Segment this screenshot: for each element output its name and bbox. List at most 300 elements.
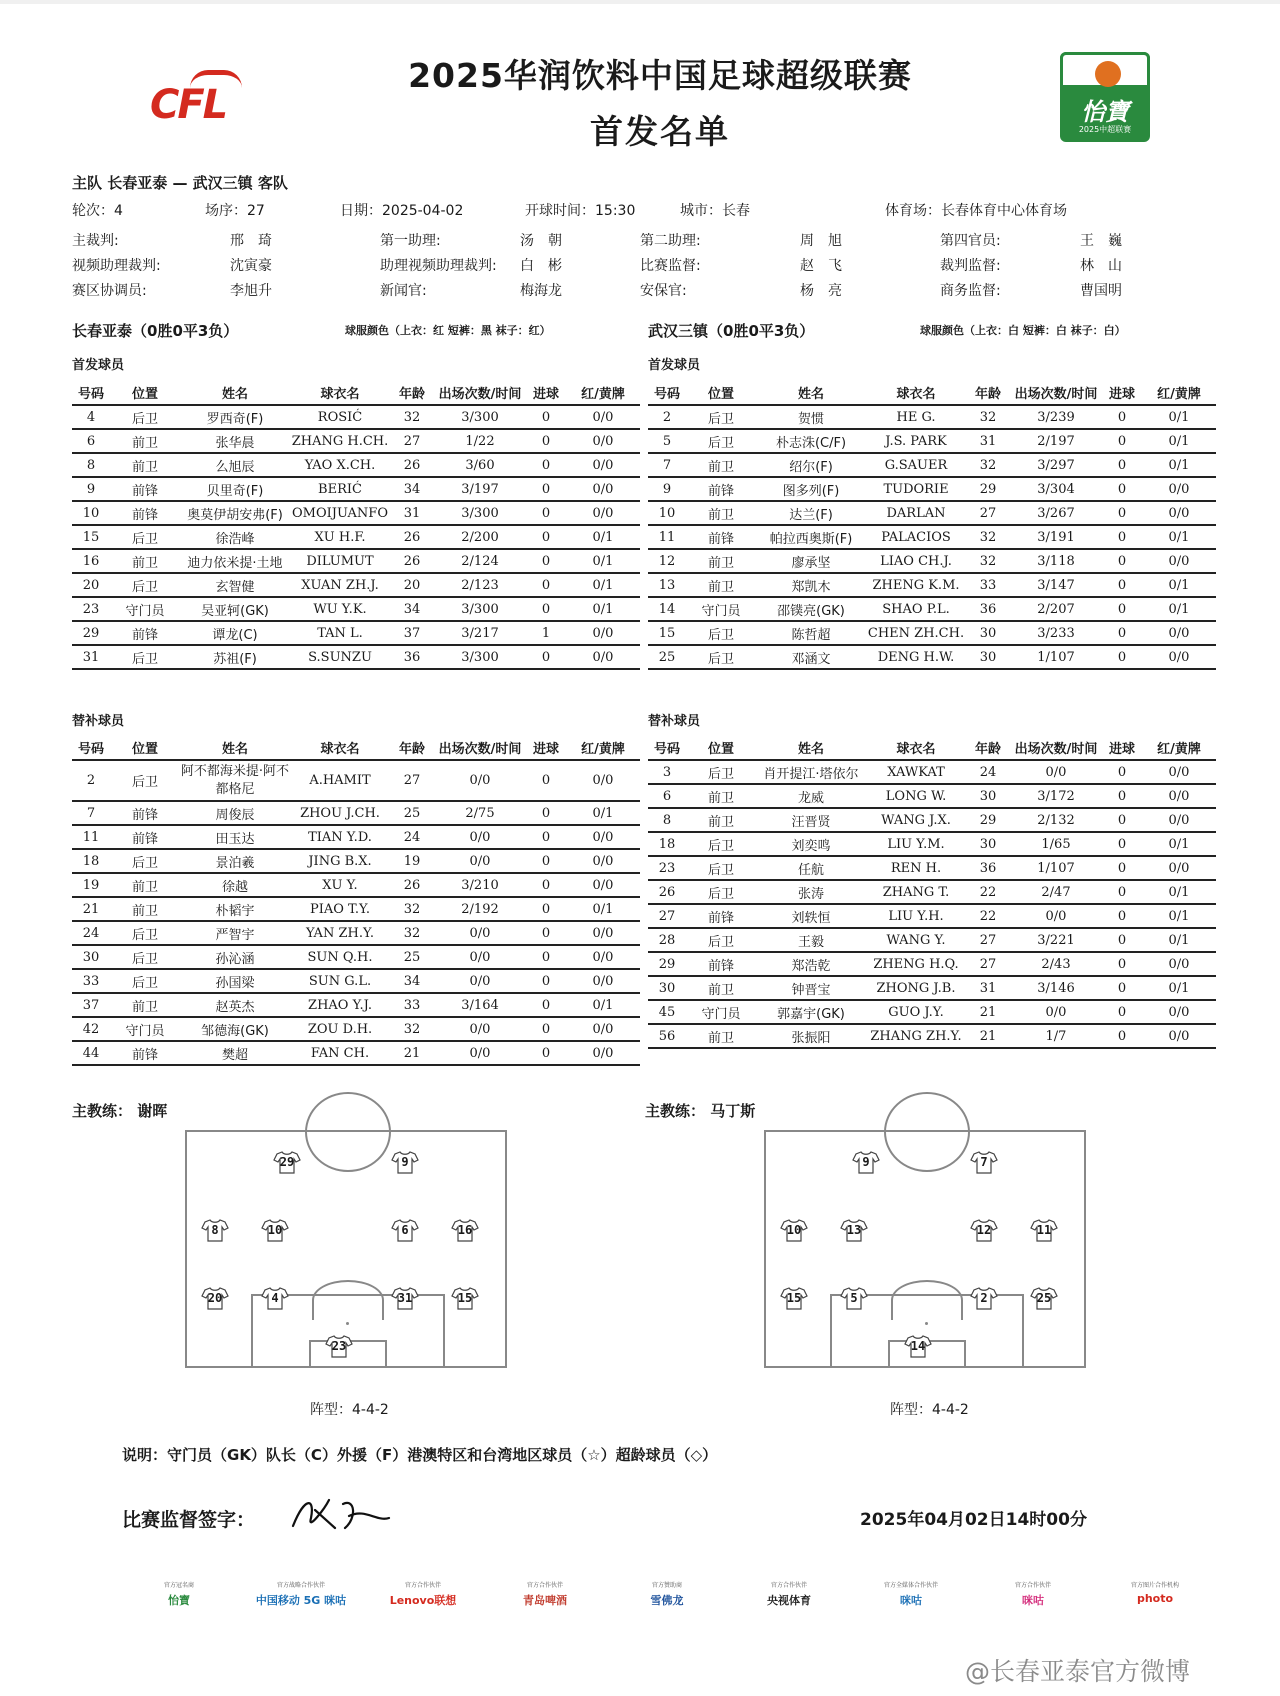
cell-appearances: 0/0 [1010,1000,1102,1024]
cell-name: 严智宇 [180,921,290,945]
column-header: 姓名 [180,380,290,405]
away-subs-table [648,735,1216,1049]
cell-appearances: 3/147 [1010,573,1102,597]
home-coach: 主教练： 谢晖 [72,1102,168,1120]
column-header: 球衣名 [290,735,390,760]
cell-goals: 0 [526,1017,566,1041]
cell-shirt-name: SHAO P.L. [866,597,966,621]
cell-number: 29 [648,952,686,976]
cell-goals: 0 [526,945,566,969]
cell-cards: 0/1 [1142,904,1216,928]
sponsor-caption: 官方合作伙伴 [526,1582,563,1589]
cell-position: 前锋 [110,621,180,645]
cell-goals: 0 [1102,573,1142,597]
sponsor-strip [120,1580,1230,1640]
cell-appearances: 3/300 [434,645,526,669]
cell-shirt-name: LIU Y.H. [866,904,966,928]
shirt-number: 10 [267,1223,283,1237]
cell-goals: 0 [526,760,566,801]
shirt-number: 20 [207,1291,223,1305]
cell-position: 后卫 [686,760,756,784]
cell-number: 11 [72,825,110,849]
match-city: 城市：长春 [680,203,750,219]
cell-name: 绍尔(F) [756,453,866,477]
cell-goals: 0 [526,1041,566,1065]
cell-position: 后卫 [110,921,180,945]
cell-appearances: 1/22 [434,429,526,453]
official-name: 赵 飞 [800,258,842,274]
cell-goals: 0 [526,969,566,993]
cell-cards: 0/0 [1142,856,1216,880]
cell-goals: 0 [526,921,566,945]
cell-cards: 0/0 [566,825,640,849]
cell-age: 36 [966,597,1010,621]
cell-shirt-name: REN H. [866,856,966,880]
shirt-number: 9 [862,1155,870,1169]
cell-shirt-name: DENG H.W. [866,645,966,669]
sponsor-name: 怡寶 [168,1594,190,1607]
cell-appearances: 0/0 [434,1041,526,1065]
cell-position: 前锋 [110,801,180,825]
official-name: 曹国明 [1080,283,1122,299]
cell-cards: 0/0 [566,921,640,945]
cell-number: 15 [72,525,110,549]
cell-position: 前卫 [110,873,180,897]
player-shirt-icon [780,1218,808,1242]
home-formation-pitch [185,1130,507,1368]
cell-cards: 0/0 [566,621,640,645]
cell-appearances: 0/0 [434,760,526,801]
sponsor-caption: 官方全媒体合作伙伴 [883,1582,938,1589]
cell-cards: 0/1 [1142,525,1216,549]
shirt-number: 7 [980,1155,988,1169]
sponsor-caption: 官方战略合作伙伴 [276,1582,325,1589]
cell-number: 14 [648,597,686,621]
cell-age: 32 [966,525,1010,549]
cell-number: 7 [648,453,686,477]
cell-number: 5 [648,429,686,453]
table-row [72,873,640,897]
cell-shirt-name: XAWKAT [866,760,966,784]
table-row [648,832,1216,856]
table-row [72,1041,640,1065]
cell-age: 32 [390,405,434,429]
cell-goals: 0 [1102,856,1142,880]
official-name: 汤 朝 [520,233,562,249]
column-header: 号码 [72,735,110,760]
shirt-number: 5 [850,1291,858,1305]
table-row [72,1017,640,1041]
cell-appearances: 3/60 [434,453,526,477]
cell-cards: 0/0 [1142,784,1216,808]
cell-number: 20 [72,573,110,597]
cell-position: 前卫 [686,1024,756,1048]
cell-cards: 0/0 [566,945,640,969]
cell-appearances: 0/0 [434,1017,526,1041]
cell-goals: 0 [1102,477,1142,501]
cell-age: 31 [390,501,434,525]
column-header: 年龄 [966,380,1010,405]
table-header-row [72,735,640,760]
player-shirt-icon [1030,1218,1058,1242]
cell-shirt-name: ZHAO Y.J. [290,993,390,1017]
cell-cards: 0/1 [566,801,640,825]
cell-shirt-name: YAO X.CH. [290,453,390,477]
cell-position: 前卫 [110,897,180,921]
cell-cards: 0/1 [1142,928,1216,952]
cell-goals: 0 [1102,621,1142,645]
player-shirt-icon [325,1334,353,1358]
cell-age: 24 [390,825,434,849]
table-row [648,928,1216,952]
home-kit-colors: 球服颜色（上衣：红 短裤：黑 袜子：红） [345,324,551,337]
cell-name: 朴志洙(C/F) [756,429,866,453]
cell-name: 邵镤亮(GK) [756,597,866,621]
cell-age: 20 [390,573,434,597]
table-row [648,904,1216,928]
sponsor-logo [1096,1580,1214,1605]
cell-name: 玄智健 [180,573,290,597]
cell-name: 刘奕鸣 [756,832,866,856]
table-row [648,405,1216,429]
sponsor-caption: 官方冠名商 [163,1582,194,1589]
table-row [72,945,640,969]
cell-appearances: 3/304 [1010,477,1102,501]
cell-number: 42 [72,1017,110,1041]
cell-appearances: 3/300 [434,501,526,525]
shirt-number: 31 [397,1291,413,1305]
table-row [72,921,640,945]
home-subs-table [72,735,640,1066]
column-header: 位置 [110,380,180,405]
cell-cards: 0/0 [566,645,640,669]
column-header: 姓名 [180,735,290,760]
table-row [648,1000,1216,1024]
cell-shirt-name: ROSIĆ [290,405,390,429]
weibo-watermark: @长春亚泰官方微博 [965,1657,1191,1686]
cell-shirt-name: DARLAN [866,501,966,525]
table-row [72,405,640,429]
home-starters-label: 首发球员 [72,358,125,373]
cell-position: 前卫 [110,453,180,477]
cell-name: 邹德海(GK) [180,1017,290,1041]
column-header: 进球 [526,735,566,760]
official-role-label: 第四官员: [940,233,1001,249]
cell-shirt-name: XU Y. [290,873,390,897]
cell-cards: 0/0 [1142,549,1216,573]
cell-goals: 0 [526,597,566,621]
cell-age: 33 [966,573,1010,597]
cell-age: 30 [966,784,1010,808]
cell-name: 苏祖(F) [180,645,290,669]
table-row [72,801,640,825]
cell-number: 10 [72,501,110,525]
cell-position: 守门员 [686,1000,756,1024]
cell-age: 37 [390,621,434,645]
table-row [648,784,1216,808]
away-formation-label: 阵型：4-4-2 [890,1402,969,1418]
table-row [72,429,640,453]
cell-name: 孙沁涵 [180,945,290,969]
cell-number: 8 [72,453,110,477]
column-header: 红/黄牌 [1142,735,1216,760]
cell-age: 25 [390,801,434,825]
cell-position: 前卫 [686,501,756,525]
cell-goals: 0 [1102,808,1142,832]
cell-appearances: 0/0 [1010,904,1102,928]
cell-goals: 1 [526,621,566,645]
cell-number: 12 [648,549,686,573]
csl-logo [1060,52,1150,142]
official-name: 李旭升 [230,283,272,299]
home-team-title: 长春亚泰（0胜0平3负） [72,322,239,340]
cell-number: 10 [648,501,686,525]
cell-cards: 0/1 [566,549,640,573]
cell-shirt-name: ZHENG H.Q. [866,952,966,976]
shirt-number: 11 [1036,1223,1052,1237]
cell-name: 达兰(F) [756,501,866,525]
cell-shirt-name: WANG Y. [866,928,966,952]
official-role-label: 第一助理: [380,233,441,249]
cell-appearances: 0/0 [1010,760,1102,784]
cell-goals: 0 [526,501,566,525]
cell-goals: 0 [526,993,566,1017]
cell-shirt-name: ZHANG H.CH. [290,429,390,453]
cell-position: 前卫 [686,808,756,832]
cell-appearances: 3/239 [1010,405,1102,429]
cell-number: 27 [648,904,686,928]
cell-position: 前锋 [110,1041,180,1065]
column-header: 年龄 [390,380,434,405]
shirt-number: 2 [980,1291,988,1305]
cell-name: 景泊羲 [180,849,290,873]
column-header: 出场次数/时间 [1010,735,1102,760]
cell-number: 18 [72,849,110,873]
cell-cards: 0/1 [566,897,640,921]
csl-ball-icon [1095,61,1121,87]
cell-number: 23 [648,856,686,880]
table-row [72,453,640,477]
cell-goals: 0 [1102,453,1142,477]
cell-appearances: 3/191 [1010,525,1102,549]
away-starters-table [648,380,1216,670]
cell-shirt-name: TAN L. [290,621,390,645]
cell-goals: 0 [526,801,566,825]
home-starters-table [72,380,640,670]
cell-age: 21 [966,1024,1010,1048]
cell-number: 2 [72,760,110,801]
cell-shirt-name: FAN CH. [290,1041,390,1065]
official-role-label: 比赛监督: [640,258,701,274]
cell-appearances: 2/207 [1010,597,1102,621]
cell-name: 郭嘉宇(GK) [756,1000,866,1024]
shirt-number: 9 [401,1155,409,1169]
column-header: 出场次数/时间 [1010,380,1102,405]
cell-age: 30 [966,621,1010,645]
table-row [648,952,1216,976]
cell-shirt-name: JING B.X. [290,849,390,873]
cell-goals: 0 [526,405,566,429]
away-subs-label: 替补球员 [648,714,701,729]
cell-appearances: 3/118 [1010,549,1102,573]
cell-position: 后卫 [110,945,180,969]
cell-goals: 0 [1102,429,1142,453]
official-name: 王 巍 [1080,233,1122,249]
cell-age: 32 [966,405,1010,429]
cell-shirt-name: WANG J.X. [866,808,966,832]
cell-goals: 0 [526,477,566,501]
cell-age: 26 [390,453,434,477]
table-row [648,453,1216,477]
cell-number: 8 [648,808,686,832]
table-row [648,856,1216,880]
teams-line: 主队 长春亚泰 — 武汉三镇 客队 [72,174,288,192]
cell-name: 肖开提江·塔依尔 [756,760,866,784]
sponsor-name: 咪咕 [900,1594,922,1607]
column-header: 出场次数/时间 [434,735,526,760]
cell-position: 前卫 [110,549,180,573]
shirt-number: 15 [457,1291,473,1305]
sponsor-logo [486,1580,604,1608]
cell-appearances: 3/300 [434,405,526,429]
column-header: 球衣名 [866,735,966,760]
table-row [72,501,640,525]
cell-number: 9 [648,477,686,501]
table-row [72,573,640,597]
cell-number: 3 [648,760,686,784]
cell-appearances: 1/65 [1010,832,1102,856]
table-row [72,849,640,873]
table-row [648,501,1216,525]
cell-goals: 0 [1102,405,1142,429]
page-subtitle: 首发名单 [590,112,730,151]
cell-cards: 0/1 [566,597,640,621]
cell-position: 前锋 [686,525,756,549]
cell-age: 22 [966,880,1010,904]
cell-shirt-name: TUDORIE [866,477,966,501]
cell-appearances: 3/267 [1010,501,1102,525]
column-header: 进球 [1102,380,1142,405]
cell-age: 21 [390,1041,434,1065]
cell-appearances: 2/132 [1010,808,1102,832]
cell-number: 9 [72,477,110,501]
cell-age: 34 [390,477,434,501]
cell-position: 前卫 [686,573,756,597]
match-seq: 场序：27 [205,203,265,219]
table-row [72,597,640,621]
cell-cards: 0/0 [1142,808,1216,832]
cell-number: 29 [72,621,110,645]
cell-cards: 0/1 [566,573,640,597]
cell-position: 后卫 [110,969,180,993]
csl-logo-top [1060,52,1150,88]
cell-number: 30 [648,976,686,1000]
table-row [648,573,1216,597]
cell-position: 后卫 [686,645,756,669]
cell-name: 刘轶恒 [756,904,866,928]
official-role-label: 裁判监督: [940,258,1001,274]
cell-cards: 0/0 [1142,645,1216,669]
cell-number: 18 [648,832,686,856]
cell-appearances: 3/197 [434,477,526,501]
player-shirt-icon [451,1286,479,1310]
player-shirt-icon [840,1218,868,1242]
shirt-number: 4 [271,1291,279,1305]
cell-name: 邓涵文 [756,645,866,669]
cell-age: 36 [966,856,1010,880]
cell-shirt-name: OMOIJUANFO [290,501,390,525]
sponsor-caption: 官方合作伙伴 [770,1582,807,1589]
cell-name: 田玉达 [180,825,290,849]
table-row [648,760,1216,784]
cell-goals: 0 [526,825,566,849]
cell-name: 罗西奇(F) [180,405,290,429]
cell-name: 陈哲超 [756,621,866,645]
cell-age: 21 [966,1000,1010,1024]
cell-cards: 0/0 [1142,1024,1216,1048]
cell-position: 守门员 [110,597,180,621]
cell-position: 后卫 [110,405,180,429]
cell-appearances: 3/217 [434,621,526,645]
sponsor-caption: 官方合作伙伴 [404,1582,441,1589]
match-round: 轮次：4 [72,203,123,219]
official-role-label: 新闻官: [380,283,427,299]
match-kickoff: 开球时间：15:30 [525,203,636,219]
cell-age: 27 [966,952,1010,976]
cell-number: 31 [72,645,110,669]
cell-shirt-name: YAN ZH.Y. [290,921,390,945]
cell-age: 36 [390,645,434,669]
cell-position: 后卫 [686,928,756,952]
cell-shirt-name: WU Y.K. [290,597,390,621]
cell-name: 奥莫伊胡安弗(F) [180,501,290,525]
cell-number: 7 [72,801,110,825]
cell-goals: 0 [1102,501,1142,525]
table-header-row [72,380,640,405]
official-role-label: 第二助理: [640,233,701,249]
cell-age: 19 [390,849,434,873]
match-date: 日期：2025-04-02 [340,203,464,219]
cell-position: 后卫 [110,645,180,669]
table-row [72,549,640,573]
cell-appearances: 2/123 [434,573,526,597]
cell-position: 前卫 [686,976,756,1000]
official-role-label: 赛区协调员: [72,283,147,299]
cell-shirt-name: LONG W. [866,784,966,808]
table-row [648,525,1216,549]
cell-position: 后卫 [686,405,756,429]
cell-appearances: 1/107 [1010,856,1102,880]
cell-goals: 0 [1102,549,1142,573]
cell-number: 2 [648,405,686,429]
table-row [648,1024,1216,1048]
cell-appearances: 3/300 [434,597,526,621]
cell-shirt-name: XU H.F. [290,525,390,549]
shirt-number: 12 [976,1223,992,1237]
cell-shirt-name: G.SAUER [866,453,966,477]
cell-position: 前卫 [110,993,180,1017]
table-row [72,897,640,921]
cell-age: 32 [966,453,1010,477]
cell-name: 谭龙(C) [180,621,290,645]
column-header: 位置 [110,735,180,760]
column-header: 年龄 [390,735,434,760]
cfl-logo-text: CFL [150,82,227,128]
cell-position: 后卫 [686,621,756,645]
player-shirt-icon [261,1218,289,1242]
cell-goals: 0 [1102,1024,1142,1048]
cell-number: 15 [648,621,686,645]
